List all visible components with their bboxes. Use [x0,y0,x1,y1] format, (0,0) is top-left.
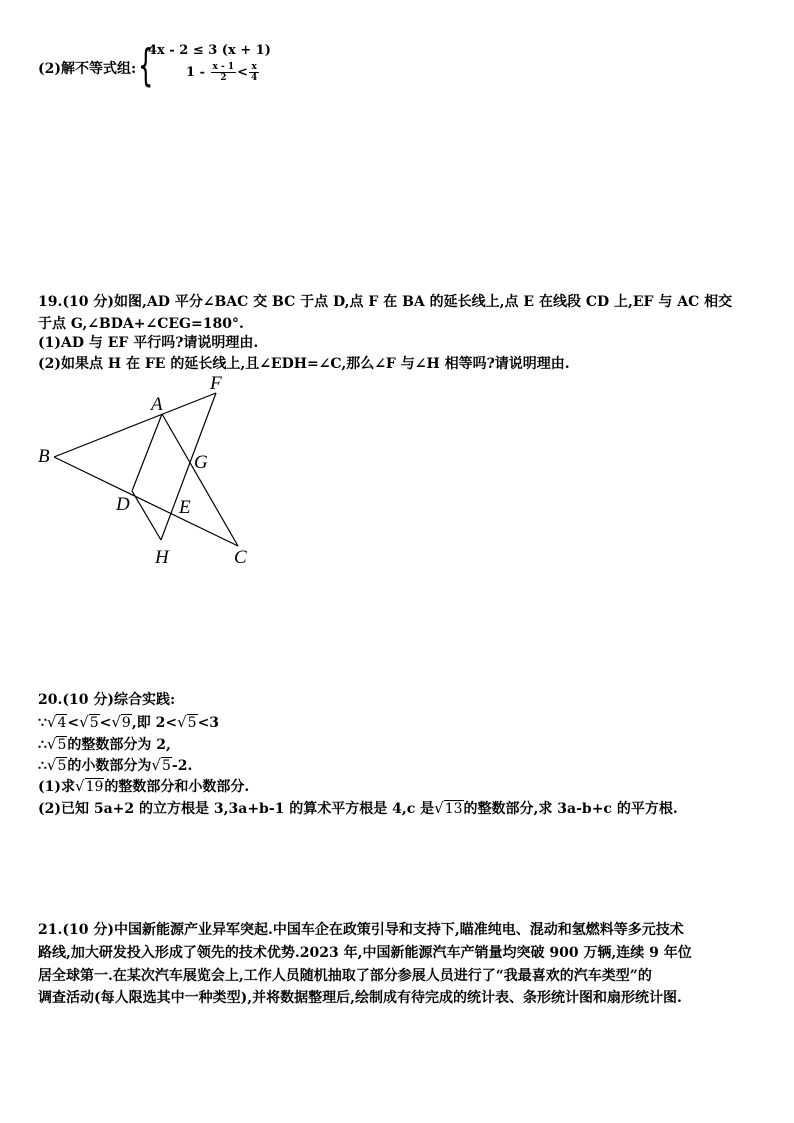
inequality-2 [186,62,260,83]
q20-step-2 [38,734,171,755]
sqrt-5: √5 [79,713,99,731]
fraction-x-minus-1-over-2 [211,62,237,83]
label-H: H [155,547,169,568]
sqrt-4: √4 [46,713,67,731]
q19-line-1: 19.(10 分)如图,AD 平分∠BAC 交 BC 于点 D,点 F 在 BA 的延长线上,点 E 在线段 CD 上,EF 与 AC 相交 [38,294,733,310]
part-1-prefix: (1)求 [38,779,75,795]
less-than: < [237,65,249,80]
segment-BF [54,393,216,457]
q19-line-3: (1)AD 与 EF 平行吗?请说明理由. [38,335,259,351]
label-A: A [151,394,163,415]
part-2-text: 的整数部分,求 3a-b+c 的平方根. [463,801,678,817]
segment-DH [132,491,161,540]
therefore-symbol: ∴ [38,758,47,774]
label-C: C [234,547,247,568]
q20-step-3 [38,755,192,776]
segment-FH [161,393,216,540]
step-3-end: -2. [171,758,193,774]
q19-line-2: 于点 G,∠BDA+∠CEG=180°. [38,316,244,332]
sqrt-5: √5 [46,735,67,753]
q21-line-3: 居全球第一.在某次汽车展览会上,工作人员随机抽取了部分参展人员进行了“我最喜欢的汽车类型”的 [38,968,652,984]
q20-part-2 [38,798,678,819]
segment-AD [132,414,162,491]
fraction-x-over-4 [249,62,259,83]
inequality-1: 4x - 2 ≤ 3 (x + 1) [148,43,271,58]
sqrt-9: √9 [111,713,131,731]
because-symbol: ∵ [38,715,47,731]
step-3-text: 的小数部分为 [67,758,152,774]
label-E: E [179,497,191,518]
q21-line-1: 21.(10 分)中国新能源产业异军突起.中国车企在政策引导和支持下,瞄准纯电、混动和氢燃料等多元技术 [38,922,684,938]
sqrt-5: √5 [151,756,171,774]
frac1-den: 2 [220,73,227,83]
segment-AC [162,414,238,546]
lt: < [67,715,80,731]
label-D: D [116,494,130,515]
sqrt-13: √13 [434,799,463,817]
frac2-den: 4 [251,73,258,83]
step-1-end: <3 [197,715,220,731]
label-B: B [38,446,50,467]
step-1-mid: ,即 2< [131,715,178,731]
label-G: G [194,452,208,473]
q19-line-4: (2)如果点 H 在 FE 的延长线上,且∠EDH=∠C,那么∠F 与∠H 相等吗?请说明理由. [38,356,570,372]
part-2-prefix: (2)已知 5a+2 的立方根是 3,3a+b-1 的算术平方根是 4,c 是 [38,801,435,817]
therefore-symbol: ∴ [38,737,47,753]
sqrt-5: √5 [177,713,197,731]
system-brace: { [138,40,154,91]
sqrt-19: √19 [75,777,104,795]
sqrt-5: √5 [46,756,67,774]
q20-title: 20.(10 分)综合实践: [38,692,176,708]
segment-BC [54,457,238,546]
q18-part2-label: (2)解不等式组: [38,61,137,77]
q20-part-1 [38,776,249,797]
frac1-num: x - 1 [212,62,235,72]
label-F: F [210,373,222,394]
q20-step-1 [38,712,219,733]
inequality-2-prefix: 1 - [186,65,205,80]
q21-line-4: 调查活动(每人限选其中一种类型),并将数据整理后,绘制成有待完成的统计表、条形统计图和扇形统计图. [38,990,682,1006]
lt: < [99,715,112,731]
part-1-text: 的整数部分和小数部分. [104,779,250,795]
frac2-num: x [249,62,259,73]
q21-line-2: 路线,加大研发投入形成了领先的技术优势.2023 年,中国新能源汽车产销量均突破 900 万辆,连续 9 年位 [38,945,692,961]
step-2-text: 的整数部分为 2, [67,737,171,753]
